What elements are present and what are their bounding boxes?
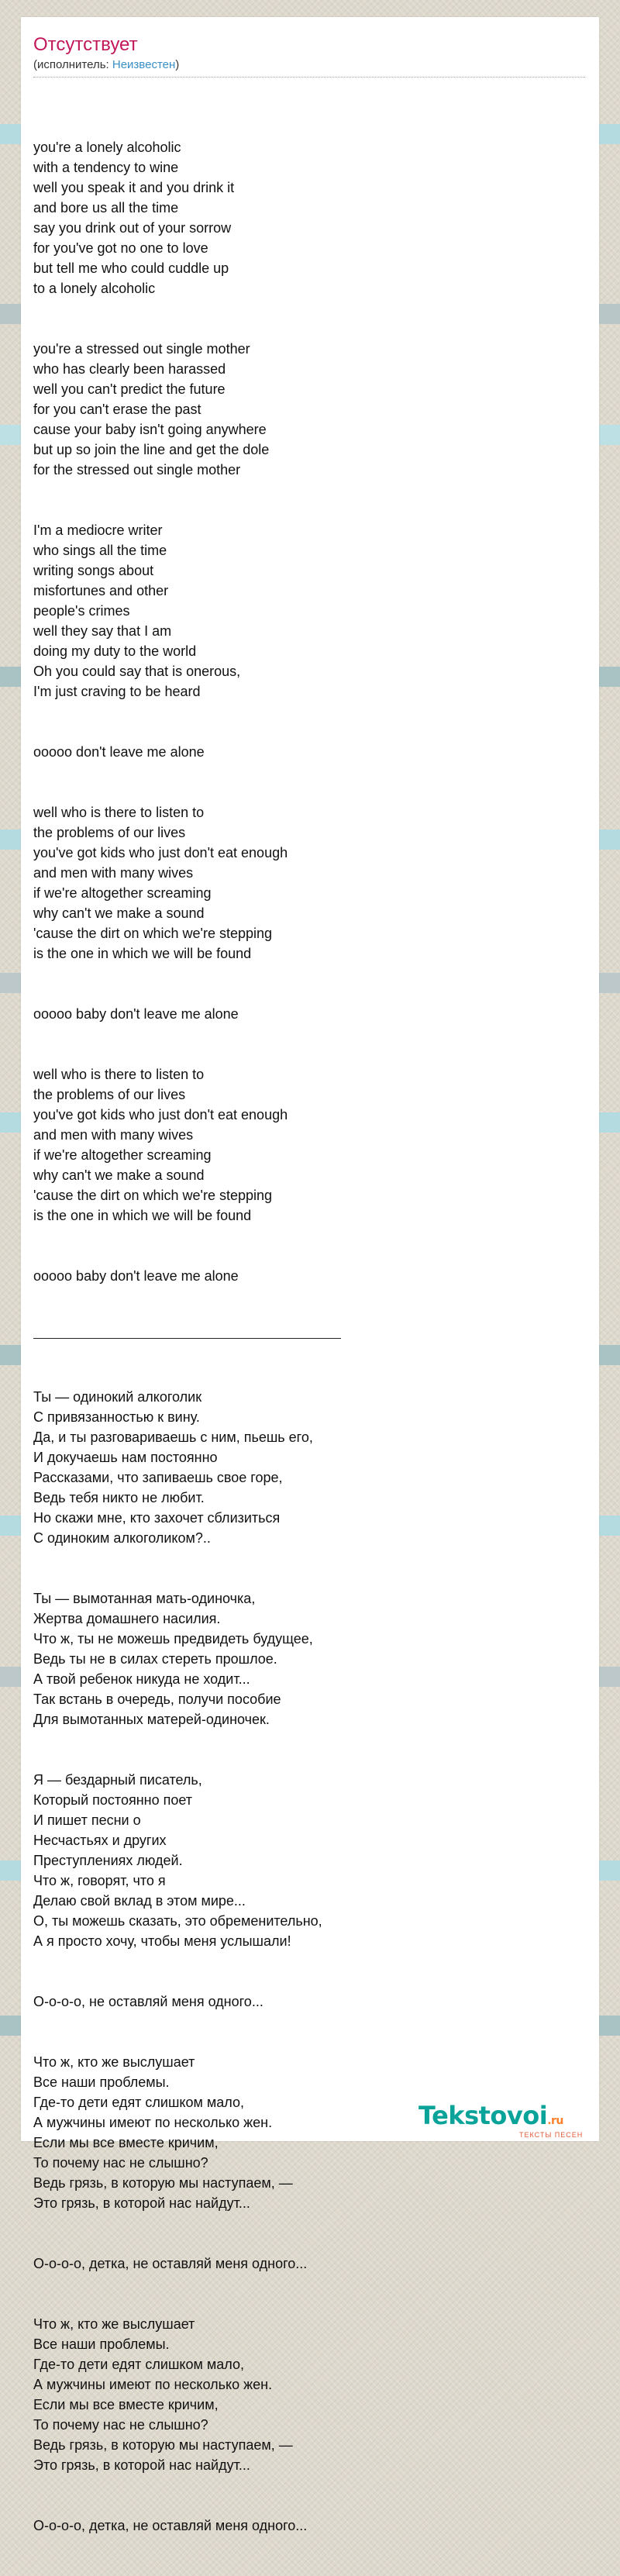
logo-wordmark (418, 2102, 604, 2134)
translation-stanza: О-о-о-о, детка, не оставляй меня одного... (33, 2256, 308, 2271)
english-lyrics (33, 117, 585, 1306)
translation-stanza: О-о-о-о, детка, не оставляй меня одного... (33, 2518, 308, 2533)
translation-stanza: Ты — одинокий алкоголик С привязанностью к вину. Да, и ты разговариваешь с ним, пьешь его, И докучаешь нам постоянно Рассказами, что запиваешь свое горе, Ведь тебя никто не любит. Но скажи мне, кто захочет сблизиться С одиноким алкоголиком?.. (33, 1389, 313, 1546)
song-header (33, 34, 585, 78)
lyrics-card (21, 17, 599, 2533)
translation-stanza: Что ж, кто же выслушает Все наши проблемы. Где-то дети едят слишком мало, А мужчины имеют по несколько жен. Если мы все вместе кричим, То почему нас не слышно? Ведь грязь, в которую мы наступаем, — Это грязь, в которой нас найдут... (33, 2054, 293, 2211)
lyrics-stanza: you're a stressed out single mother who has clearly been harassed well you can't predict the future for you can't erase the past cause your baby isn't going anywhere but up so join the line and get the dole for the stressed out single mother (33, 341, 270, 478)
artist-link[interactable]: Неизвестен (112, 58, 176, 71)
artist-line (33, 57, 585, 74)
translation-stanza: О-о-о-о, не оставляй меня одного... (33, 1994, 264, 2009)
dotted-divider (33, 77, 585, 78)
artist-suffix: ) (175, 58, 180, 71)
artist-prefix: (исполнитель: (33, 58, 112, 71)
lyrics-stanza: well who is there to listen to the problems of our lives you've got kids who just don't eat enough and men with many wives if we're altogether screaming why can't we make a sound 'cause the dirt on which we're stepping is the one in which we will be found (33, 805, 288, 961)
translation-stanza: Ты — вымотанная мать-одиночка, Жертва домашнего насилия. Что ж, ты не можешь предвидеть будущее, Ведь ты не в силах стереть прошлое. А твой ребенок никуда не ходит... Так встань в очередь, получи пособие Для вымотанных матерей-одиночек. (33, 1591, 313, 1727)
russian-lyrics (33, 1367, 585, 2556)
logo-tagline: ТЕКСТЫ ПЕСЕН (519, 2131, 584, 2139)
lyrics-stanza: ooooo baby don't leave me alone (33, 1006, 239, 1022)
lyrics-text (33, 97, 585, 2576)
site-logo[interactable] (418, 2102, 604, 2139)
lyrics-stanza: well who is there to listen to the problems of our lives you've got kids who just don't eat enough and men with many wives if we're altogether screaming why can't we make a sound 'cause the dirt on which we're stepping is the one in which we will be found (33, 1067, 288, 1223)
lyrics-stanza: you're a lonely alcoholic with a tendency to wine well you speak it and you drink it and bore us all the time say you drink out of your sorrow for you've got no one to love but tell me who could cuddle up to a lonely alcoholic (33, 140, 235, 296)
translation-stanza: Я — бездарный писатель, Который постоянно поет И пишет песни о Несчастьях и других Преступлениях людей. Что ж, говорят, что я Делаю свой вклад в этом мире... О, ты можешь сказать, это обременительно, А я просто хочу, чтобы меня услышали! (33, 1772, 322, 1949)
logo-tld: .ru (547, 2115, 563, 2127)
translation-separator (33, 1326, 585, 1347)
song-title: Отсутствует (33, 34, 138, 55)
translation-stanza: Что ж, кто же выслушает Все наши проблемы. Где-то дети едят слишком мало, А мужчины имеют по несколько жен. Если мы все вместе кричим, То почему нас не слышно? Ведь грязь, в которую мы наступаем, — Это грязь, в которой нас найдут... (33, 2316, 293, 2473)
lyrics-stanza: ooooo baby don't leave me alone (33, 1268, 239, 1284)
lyrics-stanza: I'm a mediocre writer who sings all the time writing songs about misfortunes and other people's crimes well they say that I am doing my duty to the world Oh you could say that is onerous, I'm just craving to be heard (33, 522, 241, 699)
lyrics-stanza: ooooo don't leave me alone (33, 744, 205, 760)
logo-name: Tekstovoi (418, 2101, 548, 2130)
